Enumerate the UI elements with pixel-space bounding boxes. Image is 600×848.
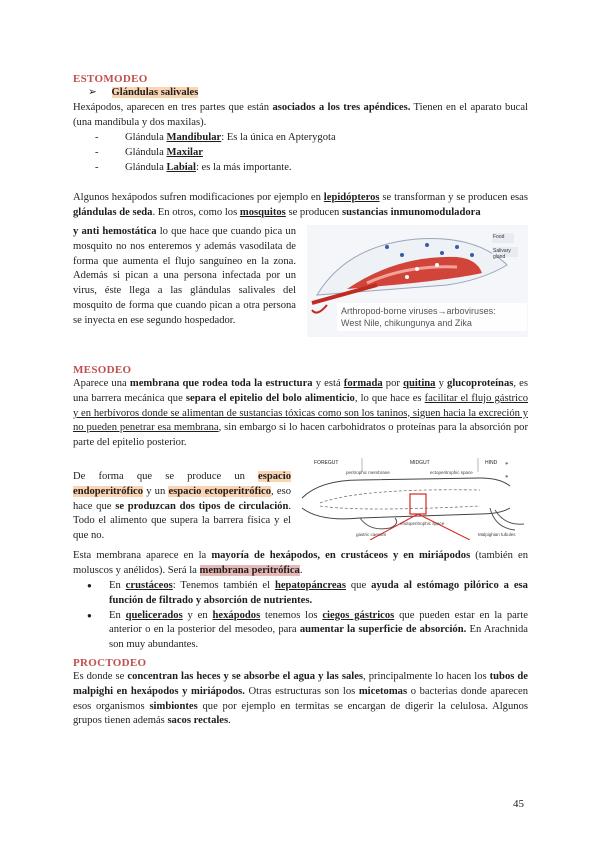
- list-item: - Glándula Labial: es la más importante.: [73, 161, 528, 176]
- paragraph-estomodeo-intro: Hexápodos, aparecen en tres partes que están asociados a los tres apéndices. Tienen en el aparato bucal (una mandíbula y dos maxilas).: [73, 102, 528, 128]
- figure-label: endoperitrophic space: [400, 521, 445, 526]
- paragraph-mesodeo-membrana: Aparece una membrana que rodea toda la estructura y está formada por quitina y glucoproteínas, es una barrera mecánica que separa el epitelio del bolo alimenticio, lo que hace es facilitar el flujo gástrico y en herbívoros donde se alimentan de sustancias tóxicas como son los taninos, siguen hacia la excreción y no pueden penetrar esa membrana, sin embargo si lo hacen carbohidratos o proteínas para la absorción por parte del epitelio posterior.: [73, 378, 528, 449]
- figure-caption-line: West Nile, chikungunya and Zika: [341, 318, 472, 328]
- figure-label: MIDGUT: [410, 460, 430, 466]
- sub-heading: [88, 86, 198, 101]
- midgut-diagram-icon: [300, 458, 528, 540]
- figure-label: FOREGUT: [314, 460, 339, 466]
- figure-tag: Salivary gland: [493, 248, 511, 260]
- sub-heading-label: Glándulas salivales: [111, 87, 199, 98]
- section-heading-estomodeo: ESTOMODEO: [73, 73, 148, 85]
- figure-label: gastric caecum: [356, 532, 387, 537]
- figure-label: Malpighian tubules: [478, 532, 516, 537]
- paragraph-modificaciones: Algunos hexápodos sufren modificaciones por ejemplo en lepidópteros se transforman y se producen esas glándulas de seda. En otros, como los mosquitos se producen sustancias inmunomoduladora: [73, 192, 528, 218]
- section-heading-proctodeo: PROCTODEO: [73, 657, 147, 669]
- section-heading-mesodeo: MESODEO: [73, 364, 132, 376]
- svg-text:*: *: [505, 474, 509, 482]
- paragraph-mosquito: y anti hemostática lo que hace que cuando pica un mosquito no nos enteremos y además vasodilata de forma que aumenta el flujo sanguíneo en la zona. Además si pican a una persona infectada por un virus, éste llega a las glándulas salivales del mosquito de forma que cuando pican a otra persona se inyecta en ese segundo hospedador.: [73, 226, 296, 326]
- list-item: - Glándula Maxilar: [73, 146, 528, 161]
- mesodeo-bullet-list: [73, 579, 528, 653]
- figure-tag: Food: [493, 234, 505, 240]
- list-item: - Glándula Mandibular: Es la única en Apterygota: [73, 131, 528, 146]
- svg-text:*: *: [505, 461, 509, 469]
- figure-caption-line: Arthropod-borne viruses→arboviruses:: [341, 306, 496, 316]
- paragraph-espacios: De forma que se produce un espacio endoperitrófico y un espacio ectoperitrófico, eso hace que se produzcan dos tipos de circulación. Todo el alimento que supera la barrera física y el que no.: [73, 471, 292, 542]
- paragraph-proctodeo: Es donde se concentran las heces y se absorbe el agua y las sales, principalmente lo hacen los tubos de malpighi en hexápodos y miriápodos. Otras estructuras son los micetomas o bacterias donde aparecen esos organismos simbiontes que por ejemplo en termitas se encargan de digerir la celulosa. Algunos grupos tienen además sacos rectales.: [73, 671, 528, 727]
- figure-label: HIND: [485, 460, 498, 466]
- mosquito-figure: [307, 225, 528, 337]
- page-number: 45: [513, 798, 524, 810]
- list-item: ● En quelicerados y en hexápodos tenemos los ciegos gástricos que pueden estar en la parte anterior o en la posterior del mesodeo, para aumentar la superficie de absorción. En Arachnida son muy abundantes.: [73, 609, 528, 653]
- figure-caption: [337, 303, 527, 331]
- figure-label: ectoperitrophic space: [430, 470, 473, 475]
- figure-label: peritrophic membrane: [346, 470, 390, 475]
- midgut-figure: [300, 458, 528, 540]
- paragraph-membrana-peritrofica: Esta membrana aparece en la mayoría de hexápodos, en crustáceos y en miriápodos (también en moluscos y anélidos). Será la membrana peritrófica.: [73, 550, 529, 576]
- arrow-bullet-icon: ➢: [88, 87, 97, 98]
- gland-list: [73, 131, 528, 175]
- list-item: ● En crustáceos: Tenemos también el hepatopáncreas que ayuda al estómago pilórico a esa función de filtrado y absorción de nutrientes.: [73, 579, 528, 609]
